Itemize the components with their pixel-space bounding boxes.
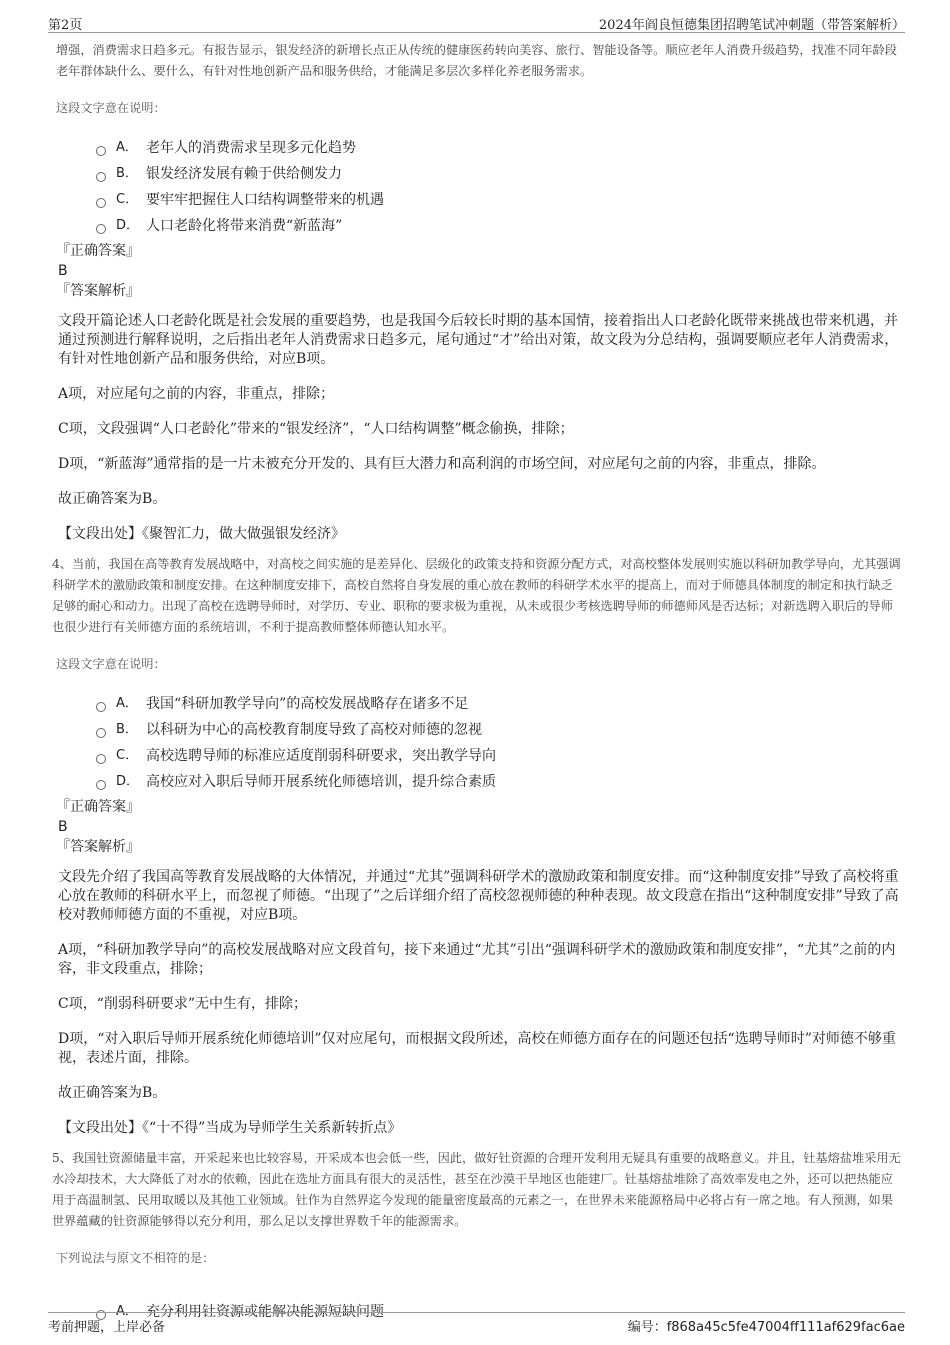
page-footer bbox=[48, 1312, 905, 1337]
q3-analysis-main: 文段开篇论述人口老龄化既是社会发展的重要趋势，也是我国今后较长时期的基本国情，接着指出人口老龄化既带来挑战也带来机遇，并通过预测进行解释说明，之后指出老年人消费需求日趋多元，尾句通过“才”给出对策，故文段为分总结构，强调要顺应老年人消费需求，有针对性地创新产品和服务供给，对应B项。 bbox=[58, 313, 899, 367]
document-title: 2024年阎良恒德集团招聘笔试冲刺题（带答案解析） bbox=[598, 18, 905, 33]
q4-option-c[interactable]: C． 高校选聘导师的标准应适度削弱科研要求，突出教学导向 bbox=[96, 743, 905, 769]
q3-option-c[interactable]: C． 要牢牢把握住人口结构调整带来的机遇 bbox=[96, 187, 905, 213]
q4-conclusion: 故正确答案为B。 bbox=[58, 1085, 167, 1101]
radio-icon[interactable] bbox=[96, 224, 106, 234]
q4-analysis-label: 『答案解析』 bbox=[56, 839, 140, 855]
radio-icon[interactable] bbox=[96, 702, 106, 712]
radio-icon[interactable] bbox=[96, 146, 106, 156]
q4-options bbox=[96, 691, 905, 795]
q5-ask: 下列说法与原文不相符的是： bbox=[56, 1251, 215, 1265]
q4-ask: 这段文字意在说明： bbox=[56, 657, 166, 671]
q4-analysis-c: C项，“削弱科研要求”无中生有，排除； bbox=[58, 996, 308, 1012]
q4-answer: B bbox=[58, 819, 68, 835]
q3-option-d[interactable]: D． 人口老龄化将带来消费“新蓝海” bbox=[96, 213, 905, 239]
q3-passage: 增强，消费需求日趋多元。有报告显示，银发经济的新增长点正从传统的健康医药转向美容、旅行、智能设备等。顺应老年人消费升级趋势，找准不同年龄段老年群体缺什么、要什么，有针对性地创新产品和服务供给，才能满足多层次多样化养老服务需求。 bbox=[56, 43, 897, 78]
document-id: 编号：f868a45c5fe47004ff111af629fac6ae bbox=[627, 1320, 905, 1335]
radio-icon[interactable] bbox=[96, 198, 106, 208]
q3-analysis-c: C项，文段强调“人口老龄化”带来的“银发经济”，“人口结构调整”概念偷换，排除； bbox=[58, 421, 574, 437]
page-header bbox=[48, 10, 905, 33]
q5-option-a[interactable]: A． 充分利用钍资源或能解决能源短缺问题 bbox=[96, 1299, 905, 1325]
q3-option-a[interactable]: A． 老年人的消费需求呈现多元化趋势 bbox=[96, 135, 905, 161]
q3-options bbox=[96, 135, 905, 239]
radio-icon[interactable] bbox=[96, 754, 106, 764]
radio-icon[interactable] bbox=[96, 172, 106, 182]
q3-option-b[interactable]: B． 银发经济发展有赖于供给侧发力 bbox=[96, 161, 905, 187]
q4-option-b[interactable]: B． 以科研为中心的高校教育制度导致了高校对师德的忽视 bbox=[96, 717, 905, 743]
q4-option-a[interactable]: A． 我国“科研加教学导向”的高校发展战略存在诸多不足 bbox=[96, 691, 905, 717]
q3-conclusion: 故正确答案为B。 bbox=[58, 491, 167, 507]
q3-ask: 这段文字意在说明： bbox=[56, 101, 166, 115]
q3-analysis-d: D项，“新蓝海”通常指的是一片未被充分开发的、具有巨大潜力和高利润的市场空间，对应尾句之前的内容，非重点，排除。 bbox=[58, 456, 826, 472]
page-number: 第2页 bbox=[48, 18, 83, 33]
q4-analysis-main: 文段先介绍了我国高等教育发展战略的大体情况，并通过“尤其”强调科研学术的激励政策和制度安排。而“这种制度安排”导致了高校将重心放在教师的科研水平上，而忽视了师德。“出现了”之后详细介绍了高校忽视师德的种种表现。故文段意在指出“这种制度安排”导致了高校对教师师德方面的不重视，对应B项。 bbox=[58, 869, 899, 923]
q4-analysis-a: A项，“科研加教学导向”的高校发展战略对应文段首句，接下来通过“尤其”引出“强调科研学术的激励政策和制度安排”，“尤其”之前的内容，非文段重点，排除； bbox=[58, 942, 896, 977]
q4-passage: 4、当前，我国在高等教育发展战略中，对高校之间实施的是差异化、层级化的政策支持和资源分配方式，对高校整体发展则实施以科研加教学导向，尤其强调科研学术的激励政策和制度安排。在这种制度安排下，高校自然将自身发展的重心放在教师的科研学术水平的提高上，而对于师德具体制度的制定和执行缺乏足够的耐心和动力。出现了高校在选聘导师时，对学历、专业、职称的要求极为重视，从未或很少考核选聘导师的师德师风是否达标；对新选聘入职后的导师也很少进行有关师德方面的系统培训，不利于提高教师整体师德认知水平。 bbox=[52, 557, 901, 634]
q3-answer-label: 『正确答案』 bbox=[56, 243, 140, 259]
radio-icon[interactable] bbox=[96, 728, 106, 738]
q3-answer: B bbox=[58, 263, 68, 279]
radio-icon[interactable] bbox=[96, 780, 106, 790]
q3-analysis-a: A项，对应尾句之前的内容，非重点，排除； bbox=[58, 386, 335, 402]
footer-slogan: 考前押题，上岸必备 bbox=[48, 1320, 166, 1335]
q4-analysis-d: D项，“对入职后导师开展系统化师德培训”仅对应尾句，而根据文段所述，高校在师德方面存在的问题还包括“选聘导师时”对师德不够重视，表述片面，排除。 bbox=[58, 1031, 896, 1066]
q3-analysis-label: 『答案解析』 bbox=[56, 283, 140, 299]
page-content bbox=[52, 40, 905, 1325]
q5-passage: 5、我国钍资源储量丰富，开采起来也比较容易，开采成本也会低一些，因此，做好钍资源的合理开发利用无疑具有重要的战略意义。并且，钍基熔盐堆采用无水冷却技术，大大降低了对水的依赖，因此在选址方面具有很大的灵活性，甚至在沙漠干旱地区也能建厂。钍基熔盐堆除了高效率发电之外，还可以把热能应用于高温制氢、民用取暖以及其他工业领域。钍作为自然界迄今发现的能量密度最高的元素之一，在世界未来能源格局中必将占有一席之地。有人预测，如果世界蕴藏的钍资源能够得以充分利用，那么足以支撑世界数千年的能源需求。 bbox=[52, 1151, 901, 1228]
q4-option-d[interactable]: D． 高校应对入职后导师开展系统化师德培训，提升综合素质 bbox=[96, 769, 905, 795]
q3-source: 【文段出处】《聚智汇力，做大做强银发经济》 bbox=[58, 526, 345, 542]
q4-answer-label: 『正确答案』 bbox=[56, 799, 140, 815]
q4-source: 【文段出处】《“十不得”当成为导师学生关系新转折点》 bbox=[58, 1120, 402, 1136]
